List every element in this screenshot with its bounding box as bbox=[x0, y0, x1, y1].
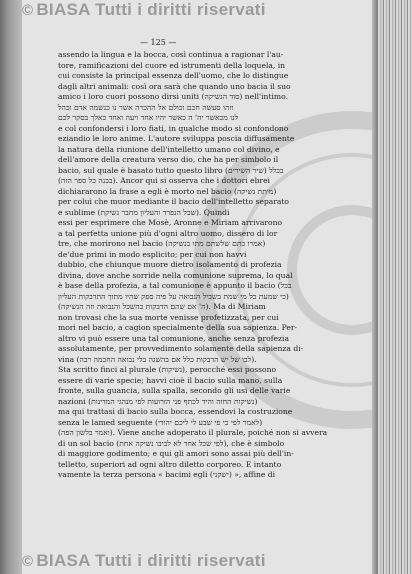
text-line: tore, ramificazioni del cuore ed istrumenti della loquela, in bbox=[58, 60, 286, 70]
page-number-header: — 125 — bbox=[140, 38, 177, 47]
text-line: assendo la lingua e la bocca, così continua a ragionar l'au- bbox=[58, 50, 284, 59]
text-line: tre, che morirono nel bacio (אמרו כתם שלשתם מתו בנשיקה) bbox=[58, 239, 266, 248]
text-line: non trovasi che la sua morte venisse profetizzata, per cui bbox=[58, 312, 279, 322]
text-line: altro vi può essere una tal comunione, anche senza profezia bbox=[58, 333, 289, 343]
text-line: Sta scritto finci al plurale (נשיקות), perocché essi possono bbox=[58, 365, 277, 374]
left-page-edge bbox=[0, 0, 22, 574]
text-line: assolutamente, per provvedimento solamente della sapienza di- bbox=[58, 344, 304, 353]
text-line: eziandio le loro anime. L'autore sviluppa poscia diffusamente bbox=[58, 134, 295, 143]
text-line: לנו מכאשר יה' ה כאשר יהיו אחד ויעה ואחד כאלך בסקר לכם bbox=[58, 113, 239, 122]
text-line: vina (לבו של יש הדבקות כלל אם בהשגה בלי נבואה החכמה רבה). bbox=[58, 354, 257, 364]
text-line: essi per esprimere che Mosè, Aronne e Miriam arrivarono bbox=[58, 218, 283, 227]
text-line: fronte, sulla guancia, sulla spalla, secondo gli usi delle varie bbox=[58, 386, 291, 395]
text-line: e sublime (שכל הנפרד והעליון מחבר נשיקת). Quindi bbox=[58, 207, 230, 217]
text-line: כי שמעת כל מי שמת בשביל הנבואה על פיה ספק שהיו מתוך התדבקות העליון) bbox=[58, 291, 289, 301]
text-line: dell'amore della creatura verso dio, che ha per simbolo il bbox=[58, 155, 279, 164]
text-line: senza le lamed seguente (לאמר לפי כי פי שבע לי ליכם יהודי) bbox=[58, 417, 263, 427]
text-line: dubbio, che chiunque muore dietro isolamento di profezia bbox=[58, 260, 282, 269]
text-line: וזהו סעשה חכם וכולם אל ההכרה אשר נו כנשמה אדם וכהל bbox=[58, 102, 234, 112]
text-line: telletto, superiori ad ogni altro diletto corporeo. E intanto bbox=[58, 459, 282, 469]
text-line: vamente la terza persona « bacimi egli (ישקני) », affine di bbox=[58, 470, 276, 479]
text-line: amico i loro cuori possono dirsi uniti (סוד הנשיקה) nell'intimo. bbox=[58, 92, 288, 101]
book-page-edges bbox=[378, 0, 412, 574]
copyright-icon: © bbox=[22, 553, 34, 570]
text-line: di maggiore godimento; e qui gli amori sono assai più dell'in- bbox=[58, 449, 294, 458]
text-line: per colui che muor mediante il bacio dell'intelletto separato bbox=[58, 197, 289, 206]
scanned-page bbox=[22, 0, 394, 574]
watermark-bottom bbox=[22, 551, 266, 571]
text-line: dagli altri animali: così ora sarà che quando uno bacia il suo bbox=[58, 81, 291, 91]
text-line: nazioni (נשיקות החזה והיד לכתף פני הזרועות לפי מנהגי המדינות) bbox=[58, 396, 258, 406]
text-line: di un sol bacio (לפי שכל אחד לא לביבו נשיקה אחת), che è simbolo bbox=[58, 438, 285, 448]
text-line: (ה' אם שהם הדבקות בהשכל והנבואה וזה הנשיקה). Ma di Miriam bbox=[58, 302, 266, 311]
text-line: divina, dove anche sorride nella comunione suprema, lo qual bbox=[58, 270, 293, 280]
text-line: la natura della riunione dell'intelletto umano col divino, e bbox=[58, 144, 280, 154]
text-line: de'due primi in modo esplicito; per cui non havvi bbox=[58, 249, 247, 259]
text-line: bacio, sul quale è basato tutto questo libro (שיר השירים) בכלל bbox=[58, 165, 284, 175]
text-line: ma qui trattasi di bacio sulla bocca, essendovi la costruzione bbox=[58, 407, 293, 416]
text-line: (בבנה כל ספר הזה). Ancor qui si osserva che i dottori ebrei bbox=[58, 176, 270, 185]
watermark-top bbox=[22, 0, 266, 20]
text-line: è base della profezia, a tal comunione è appunto il bacio (בכל bbox=[58, 281, 292, 290]
text-line: mori nel bacio, a cagion specialmente della sua sapienza. Per- bbox=[58, 323, 298, 332]
text-line: dichiararono la frase a egli è morto nel bacio (מיתת נשיקה) bbox=[58, 186, 277, 196]
text-line: cui consiste la principal essenza dell'uomo, che lo distingue bbox=[58, 71, 289, 80]
page-body-text bbox=[58, 50, 390, 481]
watermark-bottom-text: BIASA Tutti i diritti riservati bbox=[36, 551, 266, 570]
watermark-top-text: BIASA Tutti i diritti riservati bbox=[36, 0, 266, 19]
text-line: essere di varie specie; havvi cioè il bacio sulla mano, sulla bbox=[58, 375, 283, 385]
text-line: e col confondersi i loro fiati, in qualche modo si confondono bbox=[58, 123, 289, 133]
copyright-icon: © bbox=[22, 2, 34, 19]
text-line: (ואמר בלשון הפה). Viene anche adoperato il plurale, poiché non si avvera bbox=[58, 428, 328, 437]
text-line: a tal perfetta unione più d'ogni altro uomo, dissero di lor bbox=[58, 228, 278, 238]
